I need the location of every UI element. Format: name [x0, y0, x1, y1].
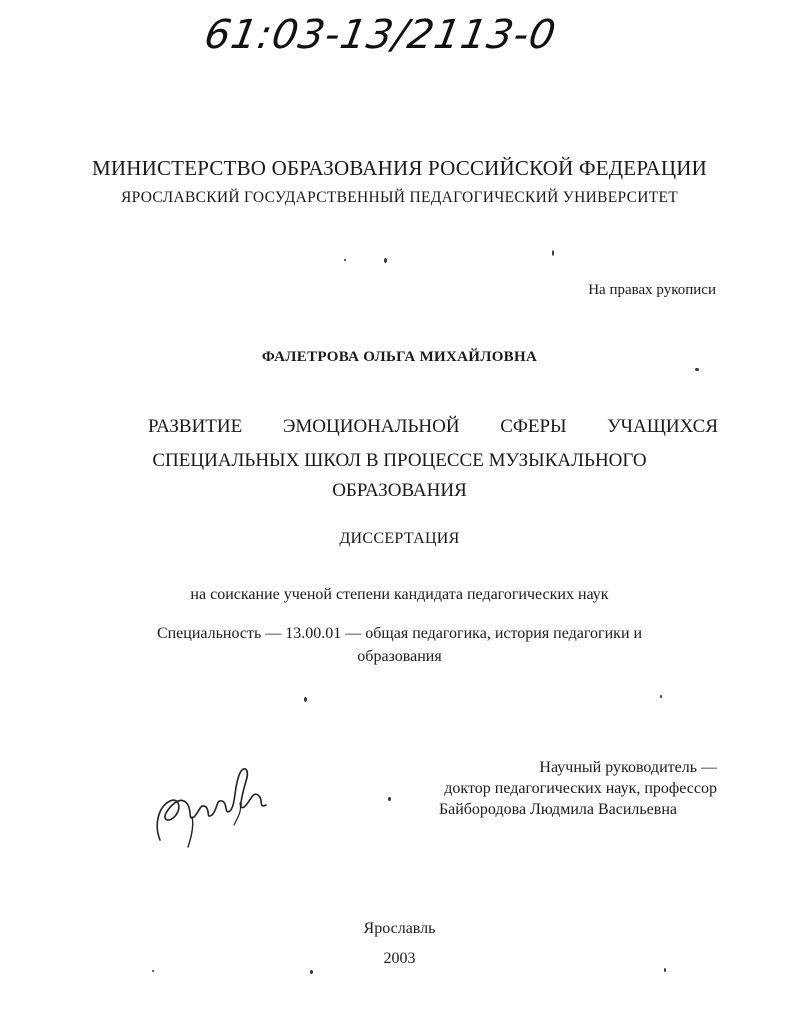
title-word: УЧАЩИХСЯ	[607, 416, 718, 437]
archive-stamp-code: 61:03-13/2113-0	[200, 12, 560, 58]
manuscript-rights-note: На правах рукописи	[588, 282, 716, 298]
title-word: РАЗВИТИЕ	[148, 416, 243, 437]
dissertation-title-line-3: ОБРАЗОВАНИЯ	[332, 480, 467, 501]
specialty-line-1: Специальность — 13.00.01 — общая педагогика, история педагогики и	[156, 625, 643, 642]
ministry-heading: МИНИСТЕРСТВО ОБРАЗОВАНИЯ РОССИЙСКОЙ ФЕДЕРАЦИИ	[91, 156, 707, 180]
scan-speck	[660, 695, 662, 698]
scan-speck	[388, 797, 391, 801]
document-type: ДИССЕРТАЦИЯ	[339, 530, 460, 547]
advisor-title: доктор педагогических наук, профессор	[444, 780, 717, 797]
city: Ярославль	[363, 920, 436, 937]
scan-speck	[384, 258, 387, 263]
title-word: СФЕРЫ	[500, 416, 567, 437]
dissertation-title-line-1	[148, 416, 718, 438]
advisor-name: Байбородова Людмила Васильевна	[438, 801, 677, 818]
year: 2003	[383, 950, 416, 967]
scan-speck	[344, 259, 346, 261]
author-name: ФАЛЕТРОВА ОЛЬГА МИХАЙЛОВНА	[261, 349, 538, 365]
scan-speck	[310, 970, 313, 974]
dissertation-title-line-2: СПЕЦИАЛЬНЫХ ШКОЛ В ПРОЦЕССЕ МУЗЫКАЛЬНОГО	[152, 450, 647, 471]
university-heading: ЯРОСЛАВСКИЙ ГОСУДАРСТВЕННЫЙ ПЕДАГОГИЧЕСКИЙ УНИВЕРСИТЕТ	[120, 189, 679, 206]
scan-speck	[304, 697, 307, 702]
degree-statement: на соискание ученой степени кандидата педагогических наук	[190, 586, 609, 603]
specialty-line-2: образования	[357, 648, 442, 665]
scan-speck	[552, 250, 554, 256]
scan-speck	[664, 968, 666, 972]
advisor-role: Научный руководитель —	[539, 759, 717, 776]
scan-speck	[695, 368, 699, 371]
title-word: ЭМОЦИОНАЛЬНОЙ	[282, 416, 460, 437]
scan-speck	[152, 970, 154, 972]
handwritten-signature	[148, 755, 278, 855]
